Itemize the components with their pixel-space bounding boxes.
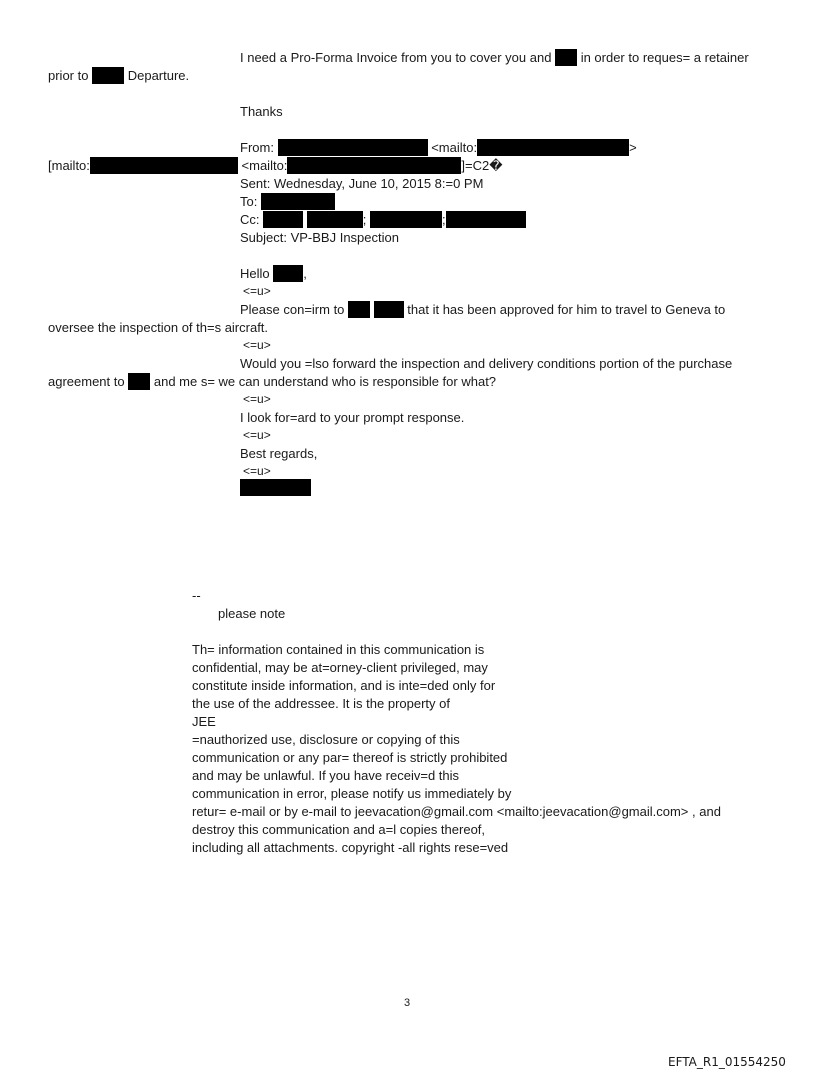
closing-line: Best regards, [240,446,318,461]
redaction-block [128,373,150,390]
redaction-block [477,139,629,156]
body-line: Would you =lso forward the inspection and delivery conditions portion of the purchase [240,356,733,371]
page-number: 3 [404,997,411,1009]
thanks-text: Thanks [240,104,283,119]
redaction-block [287,157,461,174]
redaction-block [307,211,363,228]
redaction-block [261,193,335,210]
body-line [48,67,189,84]
mailto-text: [mailto: [48,158,90,173]
to-line [240,193,335,210]
body-text: I need a Pro-Forma Invoice from you to cover you and [240,50,552,65]
body-line [240,49,749,66]
body-line [48,373,496,390]
u-marker: <=u> [243,392,271,406]
u-marker: <=u> [243,284,271,298]
body-text: Departure. [127,68,190,83]
greeting-line [240,265,307,282]
body-text: agreement to [48,374,125,389]
redaction-block [263,211,303,228]
mailto-text: <mailto: [241,158,288,173]
mailto-close: > [629,140,637,155]
body-line: oversee the inspection of th=s aircraft. [48,320,269,335]
cc-line [240,211,526,228]
redaction-block [278,139,428,156]
disclaimer-line: communication in error, please notify us immediately by [192,786,512,801]
from-label: From: [240,140,274,155]
body-text: and me s= we can understand who is responsible for what? [153,374,497,389]
redaction-block [90,157,238,174]
from-line [240,139,637,156]
mailto-text: <mailto: [431,140,478,155]
body-text: that it has been approved for him to travel to Geneva to [407,302,726,317]
mailto-tail: ]=C2� [461,158,503,173]
separator: ; [442,212,446,227]
redaction-block [92,67,124,84]
u-marker: <=u> [243,428,271,442]
disclaimer-line: including all attachments. copyright -all rights rese=ved [192,840,509,855]
disclaimer-dashes: -- [192,588,201,603]
disclaimer-note: please note [218,606,286,621]
disclaimer-line: Th= information contained in this communication is [192,642,485,657]
subject-line: Subject: VP-BBJ Inspection [240,230,399,245]
greeting-comma: , [303,266,307,281]
body-text: in order to reques= a retainer [580,50,749,65]
redaction-block [273,265,303,282]
greeting-text: Hello [240,266,270,281]
disclaimer-line: confidential, may be at=orney-client privileged, may [192,660,488,675]
disclaimer-line: destroy this communication and a=l copies thereof, [192,822,486,837]
disclaimer-line: the use of the addressee. It is the property of [192,696,450,711]
signature-redaction [240,479,311,496]
disclaimer-line: communication or any par= thereof is strictly prohibited [192,750,508,765]
separator: ; [362,212,367,227]
disclaimer-line: JEE [192,714,216,729]
redaction-block [348,301,370,318]
to-label: To: [240,194,258,209]
body-text: Please con=irm to [240,302,345,317]
cc-label: Cc: [240,212,260,227]
body-line: I look for=ard to your prompt response. [240,410,465,425]
redaction-block [374,301,404,318]
disclaimer-line: retur= e-mail or by e-mail to jeevacation@gmail.com <mailto:jeevacation@gmail.com> , and [192,804,721,819]
redaction-block [446,211,526,228]
redaction-block [555,49,577,66]
document-id: EFTA_R1_01554250 [668,1055,786,1069]
body-text: prior to [48,68,89,83]
u-marker: <=u> [243,464,271,478]
mailto-line [48,157,503,174]
disclaimer-line: =nauthorized use, disclosure or copying of this [192,732,460,747]
redaction-block [370,211,442,228]
disclaimer-line: and may be unlawful. If you have receiv=d this [192,768,460,783]
disclaimer-line: constitute inside information, and is inte=ded only for [192,678,496,693]
body-line [240,301,725,318]
u-marker: <=u> [243,338,271,352]
sent-line: Sent: Wednesday, June 10, 2015 8:=0 PM [240,176,484,191]
